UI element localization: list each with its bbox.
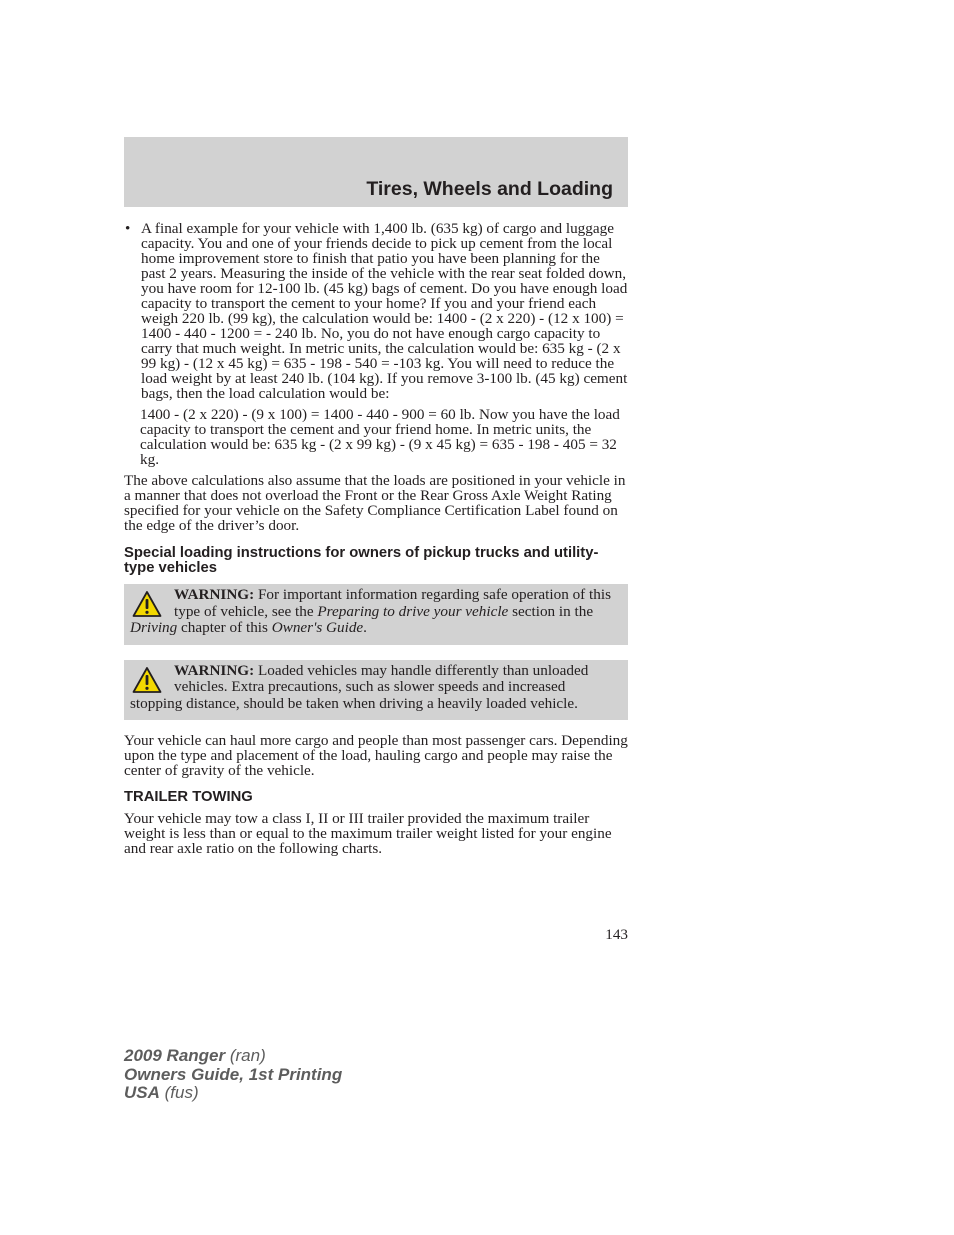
footer-line-model: [124, 1047, 342, 1066]
warning-triangle-icon: [132, 590, 162, 618]
bullet-item-final-example: [124, 221, 628, 401]
warning-text-end: .: [363, 619, 367, 636]
warning-reference-chapter: Driving: [130, 619, 178, 636]
footer-line-edition: [124, 1066, 342, 1085]
warning-label: WARNING:: [174, 586, 255, 603]
section-heading-trailer-towing: TRAILER TOWING: [124, 789, 253, 805]
warning-text: For important information regarding safe operation of this type of vehicle, see the: [174, 586, 611, 620]
footer-market: USA: [124, 1083, 160, 1102]
warning-reference-guide: Owner's Guide: [271, 619, 364, 636]
paragraph-calculations-note: The above calculations also assume that the loads are positioned in your vehicle in a manner that does not overload the Front or the Rear Gross Axle Weight Rating specified for your vehicle on the Safety Compliance Certification Label found on the edge of the driver’s door.: [124, 472, 626, 534]
bullet-continuation: 1400 - (2 x 220) - (9 x 100) = 1400 - 440 - 900 = 60 lb. Now you have the load capacity to transport the cement and your friend home. In metric units, the calculation would be: 635 kg - (2 x 99 kg) - (9 x 45 kg) = 635 - 198 - 405 = 32 kg.: [140, 406, 620, 468]
chapter-header-band: [124, 137, 628, 207]
bullet-symbol: •: [125, 220, 131, 237]
subheading-special-loading: Special loading instructions for owners of pickup trucks and utility-type vehicles: [124, 545, 599, 576]
warning-reference-section: Preparing to drive your vehicle: [317, 602, 509, 620]
warning-box-loaded-vehicles: [124, 660, 628, 721]
footer-model: 2009 Ranger: [124, 1046, 226, 1065]
warning-triangle-icon: [132, 666, 162, 694]
chapter-title: Tires, Wheels and Loading: [366, 178, 613, 200]
footer-edition: Owners Guide, 1st Printing: [124, 1064, 343, 1084]
page-content: [124, 221, 628, 856]
page-number: 143: [605, 926, 628, 943]
print-footer: [124, 1047, 342, 1103]
bullet-text: A final example for your vehicle with 1,400 lb. (635 kg) of cargo and luggage capacity. You and one of your friends decide to pick up cement from the local home improvement store to finish that patio you have been planning for the past 2 years. Measuring the inside of the vehicle with the rear seat folded down, you have room for 12-100 lb. (45 kg) bags of cement. Do you have enough load capacity to transport the cement to your home? If you and your friend each weigh 220 lb. (99 kg), the calculation would be: 1400 - (2 x 220) - (12 x 100) = 1400 - 440 - 1200 = - 240 lb. No, you do not have enough cargo capacity to carry that much weight. In metric units, the calculation would be: 635 kg - (2 x 99 kg) - (12 x 45 kg) = 635 - 198 - 540 = -103 kg. You will need to reduce the load weight by at least 240 lb. (104 kg). If you remove 3-100 lb. (45 kg) cement bags, then the load calculation would be:: [141, 220, 628, 402]
footer-line-market: [124, 1084, 342, 1103]
paragraph-trailer-class: Your vehicle may tow a class I, II or III trailer provided the maximum trailer weight is less than or equal to the maximum trailer weight listed for your engine and rear axle ratio on the following charts.: [124, 810, 612, 857]
paragraph-haul-cargo: Your vehicle can haul more cargo and people than most passenger cars. Depending upon the type and placement of the load, hauling cargo and people may raise the center of gravity of the vehicle.: [124, 732, 628, 779]
warning-text: chapter of this: [181, 619, 268, 636]
warning-text: Loaded vehicles may handle differently than unloaded vehicles. Extra precautions, such as slower speeds and increased stopping distance, should be taken when driving a heavily loaded vehicle.: [130, 661, 589, 712]
warning-box-safe-operation: [124, 584, 628, 645]
warning-text: section in the: [512, 602, 594, 620]
footer-market-code: (fus): [164, 1083, 199, 1102]
warning-label: WARNING:: [174, 661, 255, 679]
footer-model-code: (ran): [229, 1046, 266, 1065]
